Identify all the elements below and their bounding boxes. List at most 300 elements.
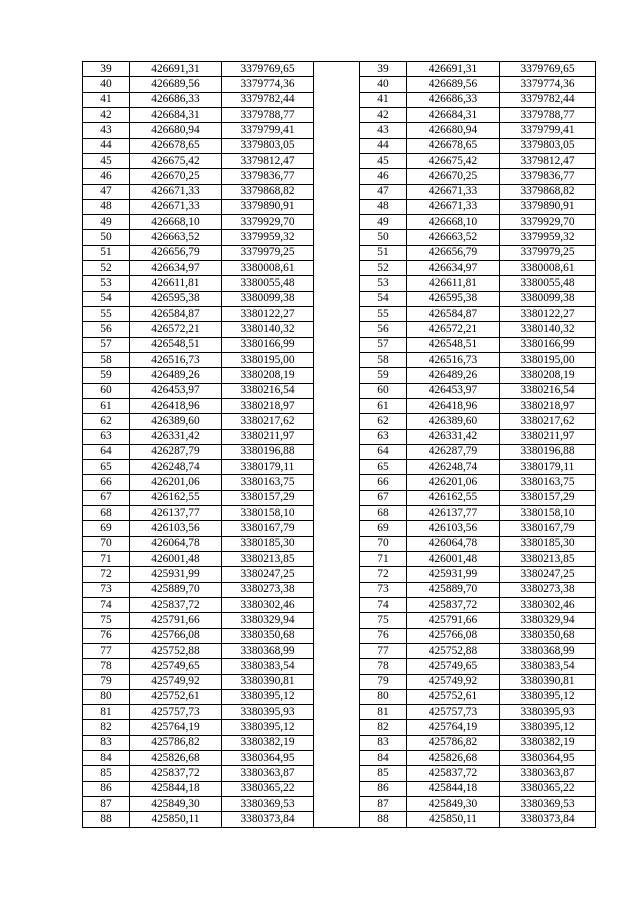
right-x-coordinate-cell: 426331,42 [407,429,500,444]
right-y-coordinate-cell: 3380055,48 [500,276,596,291]
table-row [83,337,596,352]
right-point-number-cell: 47 [360,184,407,199]
right-point-number-cell: 72 [360,567,407,582]
table-row [83,460,596,475]
right-x-coordinate-cell: 425826,68 [407,751,500,766]
left-y-coordinate-cell: 3380140,32 [222,322,314,337]
right-point-number-cell: 55 [360,307,407,322]
right-y-coordinate-cell: 3380208,19 [500,368,596,383]
left-point-number-cell: 50 [83,230,130,245]
left-y-coordinate-cell: 3380390,81 [222,674,314,689]
right-point-number-cell: 53 [360,276,407,291]
right-y-coordinate-cell: 3380196,88 [500,444,596,459]
column-gap [314,797,360,812]
left-x-coordinate-cell: 426001,48 [130,552,222,567]
left-point-number-cell: 41 [83,92,130,107]
left-point-number-cell: 80 [83,689,130,704]
left-point-number-cell: 81 [83,705,130,720]
left-point-number-cell: 62 [83,414,130,429]
table-row [83,643,596,658]
left-point-number-cell: 55 [83,307,130,322]
table-row [83,628,596,643]
left-y-coordinate-cell: 3380099,38 [222,291,314,306]
left-y-coordinate-cell: 3379868,82 [222,184,314,199]
right-x-coordinate-cell: 426611,81 [407,276,500,291]
column-gap [314,383,360,398]
left-y-coordinate-cell: 3380247,25 [222,567,314,582]
column-gap [314,521,360,536]
column-gap [314,368,360,383]
right-y-coordinate-cell: 3380157,29 [500,490,596,505]
left-point-number-cell: 58 [83,352,130,367]
left-point-number-cell: 42 [83,107,130,122]
left-y-coordinate-cell: 3380166,99 [222,337,314,352]
left-point-number-cell: 70 [83,536,130,551]
column-gap [314,766,360,781]
right-point-number-cell: 74 [360,597,407,612]
right-point-number-cell: 76 [360,628,407,643]
right-y-coordinate-cell: 3380166,99 [500,337,596,352]
right-x-coordinate-cell: 426418,96 [407,398,500,413]
right-point-number-cell: 45 [360,153,407,168]
right-x-coordinate-cell: 426686,33 [407,92,500,107]
table-row [83,215,596,230]
left-x-coordinate-cell: 426137,77 [130,506,222,521]
right-point-number-cell: 49 [360,215,407,230]
table-row [83,689,596,704]
right-x-coordinate-cell: 425849,30 [407,797,500,812]
left-point-number-cell: 74 [83,597,130,612]
left-y-coordinate-cell: 3380157,29 [222,490,314,505]
right-x-coordinate-cell: 426201,06 [407,475,500,490]
right-x-coordinate-cell: 426678,65 [407,138,500,153]
right-y-coordinate-cell: 3380140,32 [500,322,596,337]
right-x-coordinate-cell: 425850,11 [407,812,500,827]
left-point-number-cell: 84 [83,751,130,766]
table-row [83,720,596,735]
left-point-number-cell: 79 [83,674,130,689]
right-y-coordinate-cell: 3380163,75 [500,475,596,490]
right-x-coordinate-cell: 426248,74 [407,460,500,475]
left-x-coordinate-cell: 426162,55 [130,490,222,505]
right-x-coordinate-cell: 426001,48 [407,552,500,567]
left-point-number-cell: 49 [83,215,130,230]
column-gap [314,352,360,367]
right-x-coordinate-cell: 426656,79 [407,245,500,260]
right-x-coordinate-cell: 426572,21 [407,322,500,337]
column-gap [314,307,360,322]
right-x-coordinate-cell: 426668,10 [407,215,500,230]
left-point-number-cell: 44 [83,138,130,153]
table-row [83,92,596,107]
right-x-coordinate-cell: 426064,78 [407,536,500,551]
left-y-coordinate-cell: 3379769,65 [222,62,314,77]
right-y-coordinate-cell: 3380099,38 [500,291,596,306]
left-y-coordinate-cell: 3380363,87 [222,766,314,781]
right-y-coordinate-cell: 3380179,11 [500,460,596,475]
table-row [83,107,596,122]
left-y-coordinate-cell: 3380167,79 [222,521,314,536]
right-y-coordinate-cell: 3380395,93 [500,705,596,720]
right-point-number-cell: 65 [360,460,407,475]
column-gap [314,643,360,658]
left-x-coordinate-cell: 426595,38 [130,291,222,306]
left-y-coordinate-cell: 3380158,10 [222,506,314,521]
left-y-coordinate-cell: 3380329,94 [222,613,314,628]
column-gap [314,689,360,704]
right-point-number-cell: 62 [360,414,407,429]
right-point-number-cell: 68 [360,506,407,521]
right-y-coordinate-cell: 3380008,61 [500,261,596,276]
right-x-coordinate-cell: 426670,25 [407,169,500,184]
right-y-coordinate-cell: 3380390,81 [500,674,596,689]
left-point-number-cell: 61 [83,398,130,413]
right-point-number-cell: 82 [360,720,407,735]
right-x-coordinate-cell: 425844,18 [407,781,500,796]
left-point-number-cell: 78 [83,659,130,674]
right-point-number-cell: 42 [360,107,407,122]
left-x-coordinate-cell: 425791,66 [130,613,222,628]
left-point-number-cell: 40 [83,77,130,92]
table-row [83,199,596,214]
column-gap [314,552,360,567]
right-y-coordinate-cell: 3380302,46 [500,597,596,612]
left-point-number-cell: 53 [83,276,130,291]
right-x-coordinate-cell: 425752,88 [407,643,500,658]
left-y-coordinate-cell: 3379782,44 [222,92,314,107]
left-y-coordinate-cell: 3380273,38 [222,582,314,597]
right-y-coordinate-cell: 3380185,30 [500,536,596,551]
table-row [83,613,596,628]
right-x-coordinate-cell: 425931,99 [407,567,500,582]
right-y-coordinate-cell: 3379836,77 [500,169,596,184]
right-y-coordinate-cell: 3380395,12 [500,720,596,735]
right-point-number-cell: 81 [360,705,407,720]
left-point-number-cell: 48 [83,199,130,214]
left-y-coordinate-cell: 3380213,85 [222,552,314,567]
left-y-coordinate-cell: 3380369,53 [222,797,314,812]
left-point-number-cell: 46 [83,169,130,184]
left-point-number-cell: 52 [83,261,130,276]
left-y-coordinate-cell: 3380163,75 [222,475,314,490]
column-gap [314,659,360,674]
left-point-number-cell: 45 [83,153,130,168]
left-y-coordinate-cell: 3380302,46 [222,597,314,612]
right-x-coordinate-cell: 425786,82 [407,735,500,750]
right-point-number-cell: 85 [360,766,407,781]
left-point-number-cell: 66 [83,475,130,490]
left-x-coordinate-cell: 426516,73 [130,352,222,367]
column-gap [314,123,360,138]
table-row [83,797,596,812]
table-row [83,276,596,291]
right-point-number-cell: 46 [360,169,407,184]
column-gap [314,169,360,184]
table-row [83,766,596,781]
table-row [83,291,596,306]
right-y-coordinate-cell: 3379769,65 [500,62,596,77]
column-gap [314,138,360,153]
column-gap [314,536,360,551]
right-y-coordinate-cell: 3379799,41 [500,123,596,138]
right-point-number-cell: 75 [360,613,407,628]
right-y-coordinate-cell: 3380158,10 [500,506,596,521]
right-point-number-cell: 78 [360,659,407,674]
column-gap [314,92,360,107]
right-y-coordinate-cell: 3380122,27 [500,307,596,322]
right-point-number-cell: 44 [360,138,407,153]
column-gap [314,398,360,413]
left-point-number-cell: 72 [83,567,130,582]
left-y-coordinate-cell: 3380217,62 [222,414,314,429]
left-x-coordinate-cell: 426671,33 [130,199,222,214]
column-gap [314,705,360,720]
right-point-number-cell: 41 [360,92,407,107]
right-y-coordinate-cell: 3380329,94 [500,613,596,628]
right-point-number-cell: 83 [360,735,407,750]
column-gap [314,613,360,628]
right-y-coordinate-cell: 3379929,70 [500,215,596,230]
right-x-coordinate-cell: 426103,56 [407,521,500,536]
table-row [83,567,596,582]
left-x-coordinate-cell: 426389,60 [130,414,222,429]
right-point-number-cell: 56 [360,322,407,337]
right-x-coordinate-cell: 426595,38 [407,291,500,306]
table-row [83,322,596,337]
right-y-coordinate-cell: 3380350,68 [500,628,596,643]
right-x-coordinate-cell: 425837,72 [407,597,500,612]
column-gap [314,322,360,337]
left-point-number-cell: 77 [83,643,130,658]
right-x-coordinate-cell: 426453,97 [407,383,500,398]
right-point-number-cell: 57 [360,337,407,352]
column-gap [314,230,360,245]
table-row [83,751,596,766]
left-x-coordinate-cell: 425749,65 [130,659,222,674]
right-x-coordinate-cell: 426389,60 [407,414,500,429]
left-x-coordinate-cell: 426684,31 [130,107,222,122]
left-y-coordinate-cell: 3380055,48 [222,276,314,291]
left-y-coordinate-cell: 3379788,77 [222,107,314,122]
column-gap [314,245,360,260]
table-row [83,138,596,153]
right-x-coordinate-cell: 426489,26 [407,368,500,383]
column-gap [314,490,360,505]
left-point-number-cell: 57 [83,337,130,352]
right-y-coordinate-cell: 3380167,79 [500,521,596,536]
column-gap [314,215,360,230]
left-x-coordinate-cell: 426689,56 [130,77,222,92]
right-y-coordinate-cell: 3380195,00 [500,352,596,367]
left-y-coordinate-cell: 3380395,12 [222,689,314,704]
table-row [83,506,596,521]
table-row [83,475,596,490]
right-x-coordinate-cell: 425889,70 [407,582,500,597]
left-x-coordinate-cell: 425752,88 [130,643,222,658]
left-x-coordinate-cell: 425749,92 [130,674,222,689]
left-x-coordinate-cell: 425752,61 [130,689,222,704]
left-y-coordinate-cell: 3380365,22 [222,781,314,796]
left-y-coordinate-cell: 3380364,95 [222,751,314,766]
right-point-number-cell: 40 [360,77,407,92]
table-body [83,62,596,828]
right-y-coordinate-cell: 3379803,05 [500,138,596,153]
column-gap [314,567,360,582]
column-gap [314,184,360,199]
right-x-coordinate-cell: 426516,73 [407,352,500,367]
left-y-coordinate-cell: 3380395,12 [222,720,314,735]
left-x-coordinate-cell: 426680,94 [130,123,222,138]
left-point-number-cell: 87 [83,797,130,812]
right-y-coordinate-cell: 3379788,77 [500,107,596,122]
left-x-coordinate-cell: 426331,42 [130,429,222,444]
right-y-coordinate-cell: 3379782,44 [500,92,596,107]
table-row [83,705,596,720]
left-x-coordinate-cell: 426671,33 [130,184,222,199]
table-row [83,383,596,398]
table-row [83,521,596,536]
left-x-coordinate-cell: 426668,10 [130,215,222,230]
left-point-number-cell: 82 [83,720,130,735]
left-y-coordinate-cell: 3380211,97 [222,429,314,444]
right-x-coordinate-cell: 425752,61 [407,689,500,704]
column-gap [314,751,360,766]
right-x-coordinate-cell: 425749,92 [407,674,500,689]
table-row [83,582,596,597]
left-point-number-cell: 71 [83,552,130,567]
left-x-coordinate-cell: 426103,56 [130,521,222,536]
left-point-number-cell: 54 [83,291,130,306]
left-y-coordinate-cell: 3379774,36 [222,77,314,92]
left-point-number-cell: 47 [83,184,130,199]
right-x-coordinate-cell: 426548,51 [407,337,500,352]
column-gap [314,460,360,475]
left-x-coordinate-cell: 425766,08 [130,628,222,643]
right-y-coordinate-cell: 3379890,91 [500,199,596,214]
right-y-coordinate-cell: 3380383,54 [500,659,596,674]
right-y-coordinate-cell: 3380211,97 [500,429,596,444]
table-row [83,597,596,612]
column-gap [314,720,360,735]
right-y-coordinate-cell: 3380216,54 [500,383,596,398]
column-gap [314,276,360,291]
right-y-coordinate-cell: 3380395,12 [500,689,596,704]
right-x-coordinate-cell: 426137,77 [407,506,500,521]
left-y-coordinate-cell: 3380395,93 [222,705,314,720]
column-gap [314,199,360,214]
left-y-coordinate-cell: 3379799,41 [222,123,314,138]
left-x-coordinate-cell: 425850,11 [130,812,222,827]
right-x-coordinate-cell: 425764,19 [407,720,500,735]
left-x-coordinate-cell: 426675,42 [130,153,222,168]
left-x-coordinate-cell: 426611,81 [130,276,222,291]
left-point-number-cell: 60 [83,383,130,398]
left-point-number-cell: 85 [83,766,130,781]
table-row [83,536,596,551]
left-x-coordinate-cell: 425931,99 [130,567,222,582]
right-point-number-cell: 60 [360,383,407,398]
column-gap [314,582,360,597]
right-point-number-cell: 51 [360,245,407,260]
right-point-number-cell: 63 [360,429,407,444]
right-x-coordinate-cell: 426691,31 [407,62,500,77]
right-y-coordinate-cell: 3380218,97 [500,398,596,413]
table-row [83,735,596,750]
right-point-number-cell: 58 [360,352,407,367]
right-x-coordinate-cell: 426684,31 [407,107,500,122]
left-x-coordinate-cell: 425764,19 [130,720,222,735]
right-point-number-cell: 50 [360,230,407,245]
column-gap [314,812,360,827]
right-y-coordinate-cell: 3380364,95 [500,751,596,766]
right-y-coordinate-cell: 3380365,22 [500,781,596,796]
column-gap [314,735,360,750]
right-y-coordinate-cell: 3380368,99 [500,643,596,658]
left-y-coordinate-cell: 3380195,00 [222,352,314,367]
left-point-number-cell: 43 [83,123,130,138]
left-point-number-cell: 56 [83,322,130,337]
left-y-coordinate-cell: 3380122,27 [222,307,314,322]
left-point-number-cell: 69 [83,521,130,536]
left-y-coordinate-cell: 3380008,61 [222,261,314,276]
right-point-number-cell: 48 [360,199,407,214]
right-point-number-cell: 86 [360,781,407,796]
left-point-number-cell: 73 [83,582,130,597]
left-x-coordinate-cell: 426572,21 [130,322,222,337]
left-x-coordinate-cell: 426248,74 [130,460,222,475]
left-x-coordinate-cell: 425837,72 [130,766,222,781]
left-y-coordinate-cell: 3379836,77 [222,169,314,184]
right-x-coordinate-cell: 425757,73 [407,705,500,720]
left-y-coordinate-cell: 3379959,32 [222,230,314,245]
left-x-coordinate-cell: 426670,25 [130,169,222,184]
left-x-coordinate-cell: 425849,30 [130,797,222,812]
right-point-number-cell: 79 [360,674,407,689]
left-x-coordinate-cell: 426418,96 [130,398,222,413]
column-gap [314,107,360,122]
right-point-number-cell: 59 [360,368,407,383]
column-gap [314,674,360,689]
left-x-coordinate-cell: 426691,31 [130,62,222,77]
table-row [83,307,596,322]
right-point-number-cell: 71 [360,552,407,567]
column-gap [314,337,360,352]
right-y-coordinate-cell: 3379868,82 [500,184,596,199]
left-y-coordinate-cell: 3380383,54 [222,659,314,674]
left-y-coordinate-cell: 3380368,99 [222,643,314,658]
table-row [83,674,596,689]
right-y-coordinate-cell: 3379812,47 [500,153,596,168]
left-x-coordinate-cell: 426634,97 [130,261,222,276]
left-point-number-cell: 63 [83,429,130,444]
right-point-number-cell: 54 [360,291,407,306]
right-x-coordinate-cell: 426671,33 [407,184,500,199]
left-x-coordinate-cell: 426548,51 [130,337,222,352]
left-point-number-cell: 59 [83,368,130,383]
column-gap [314,261,360,276]
column-gap [314,475,360,490]
table-row [83,444,596,459]
left-x-coordinate-cell: 425837,72 [130,597,222,612]
column-gap [314,506,360,521]
right-y-coordinate-cell: 3379959,32 [500,230,596,245]
left-x-coordinate-cell: 426678,65 [130,138,222,153]
table-row [83,429,596,444]
column-gap [314,444,360,459]
left-y-coordinate-cell: 3379803,05 [222,138,314,153]
left-x-coordinate-cell: 425844,18 [130,781,222,796]
right-x-coordinate-cell: 426675,42 [407,153,500,168]
